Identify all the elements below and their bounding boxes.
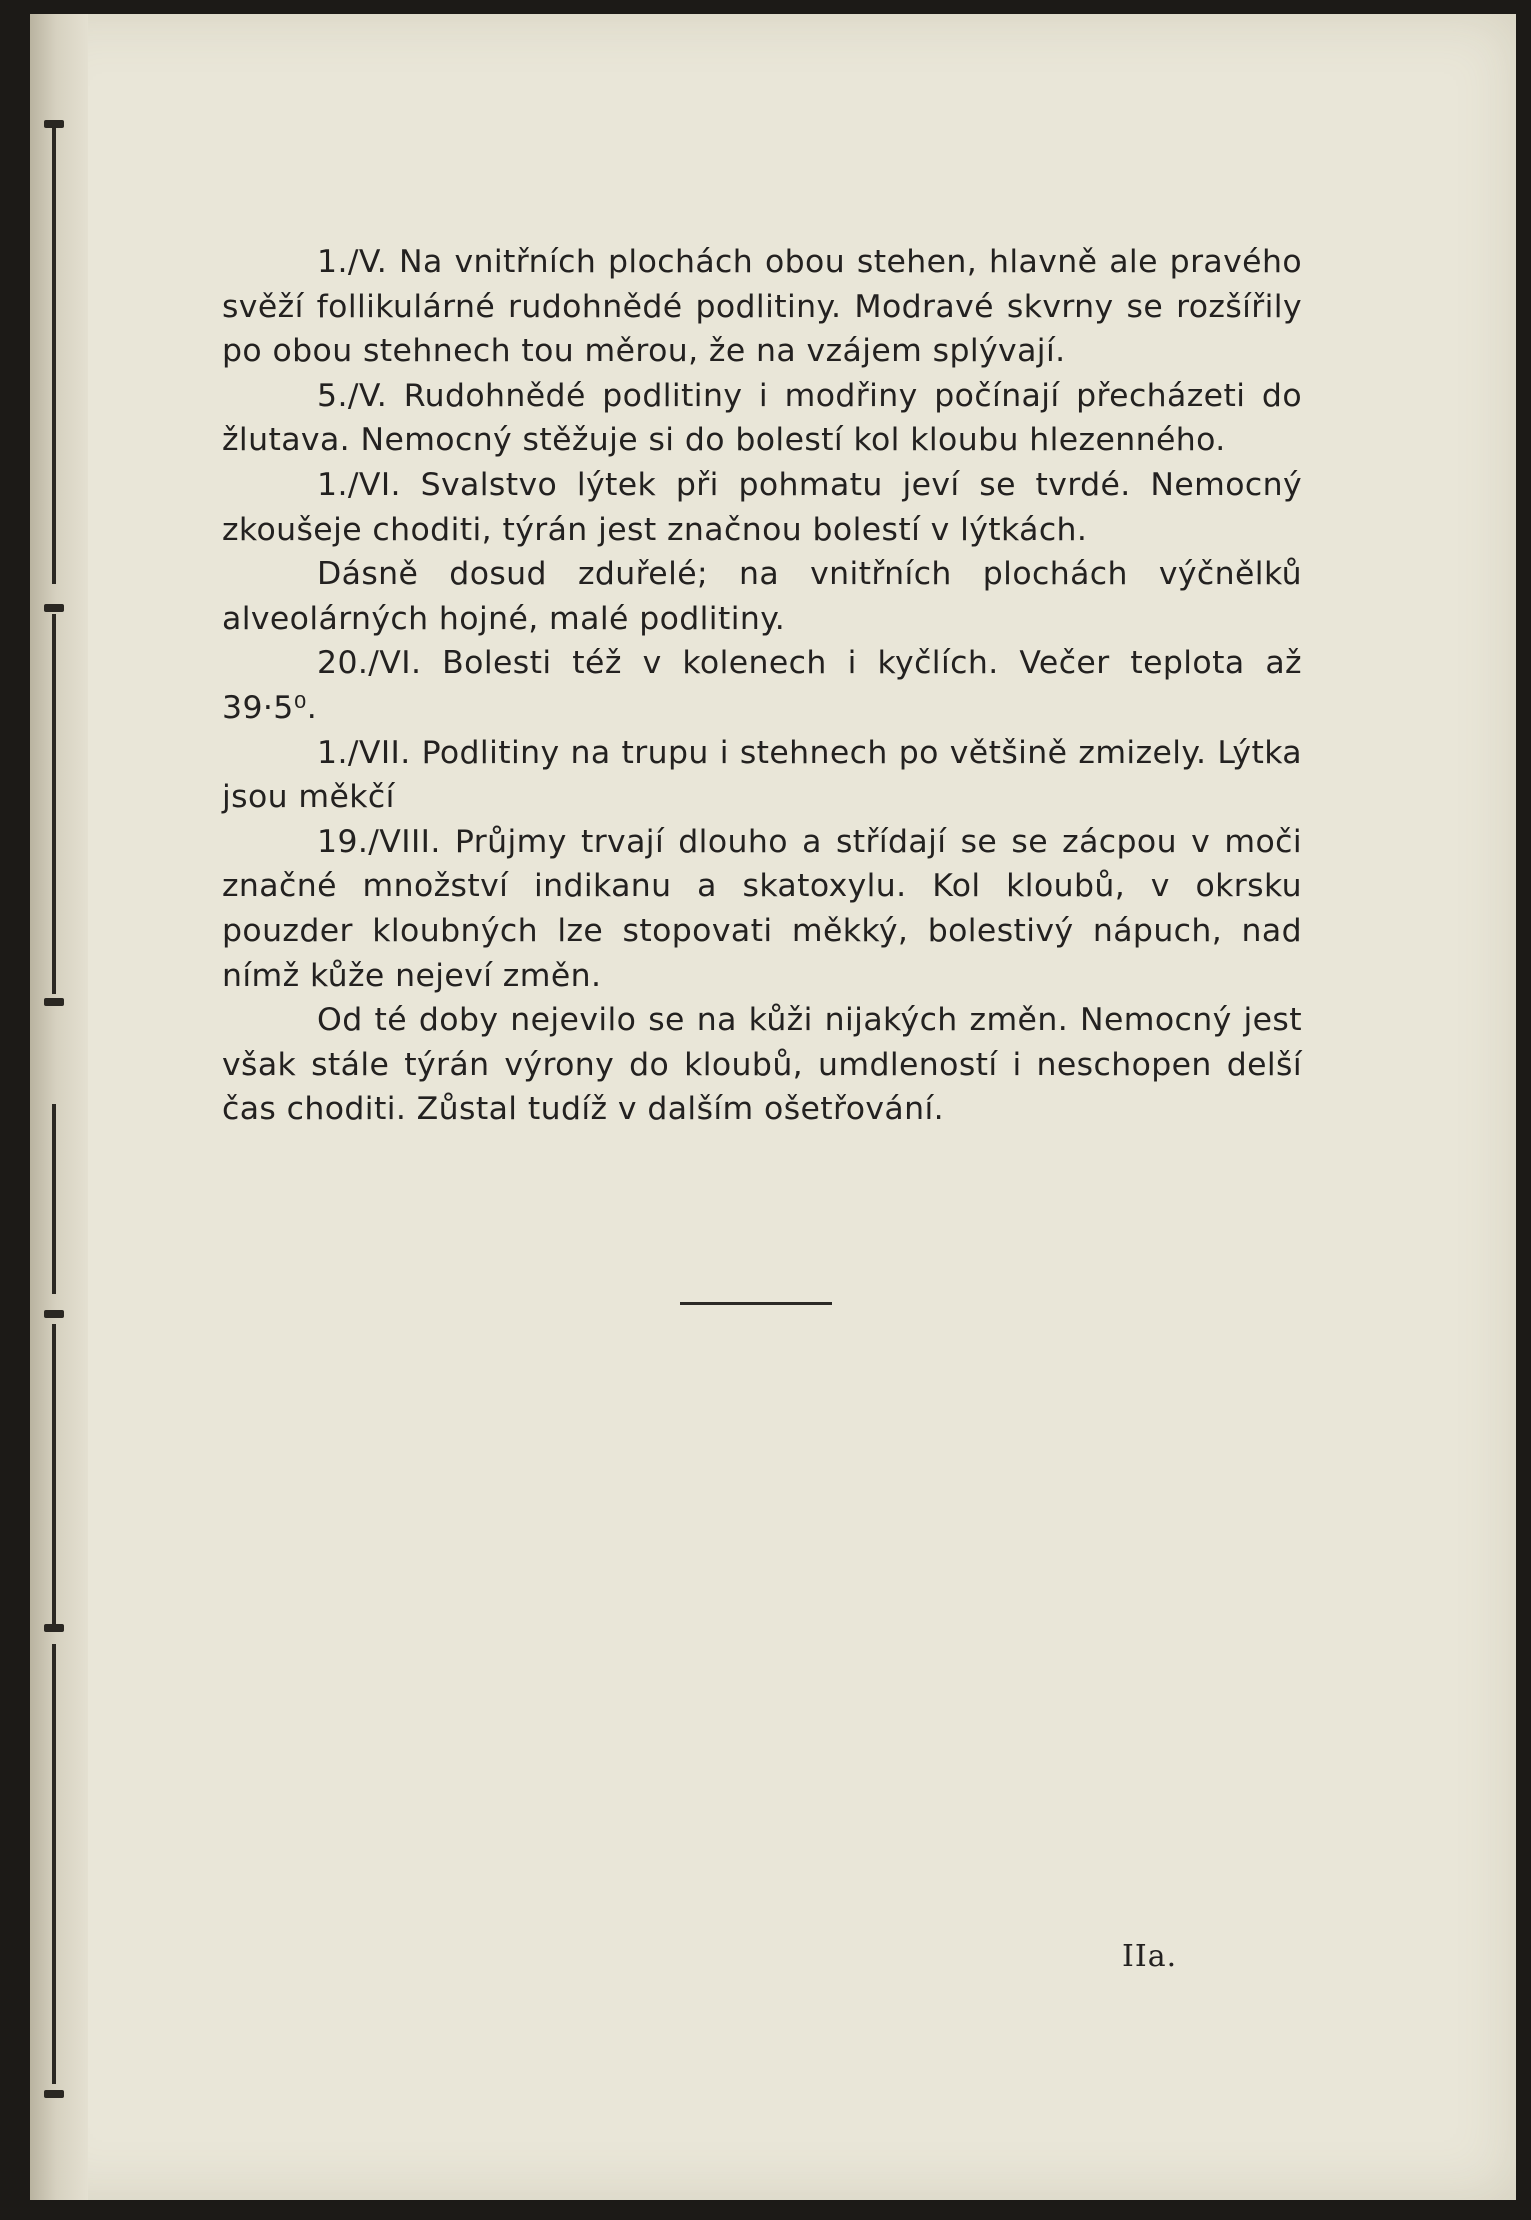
binding-thread: [52, 1104, 56, 1294]
binding-stitch: [44, 2090, 64, 2098]
paragraph-1-v: 1./V. Na vnitřních plochách obou stehen, hlavně ale pravého svěží follikulárné rudohnědé podlitiny. Modravé skvrny se rozšířily po obou stehnech tou měrou, že na vzájem splývají.: [222, 244, 1302, 370]
paragraph-gums: Dásně dosud zduřelé; na vnitřních plochách výčnělků alveolárných hojné, malé podlitiny.: [222, 556, 1302, 637]
page-binding-edge: [30, 14, 88, 2200]
paragraph-19-viii: 19./VIII. Průjmy trvají dlouho a střídají se se zácpou v moči značné množství indikanu a skatoxylu. Kol kloubů, v okrsku pouzder kloubných lze stopovati měkký, bolestivý nápuch, nad nímž kůže nejeví změn.: [222, 823, 1302, 994]
section-divider-rule: [680, 1302, 832, 1305]
document-page: [30, 14, 1516, 2200]
paragraph-1-vi: 1./VI. Svalstvo lýtek při pohmatu jeví se tvrdé. Nemocný zkoušeje choditi, týrán jest značnou bolestí v lýtkách.: [222, 466, 1302, 548]
paragraph-1-vii: 1./VII. Podlitiny na trupu i stehnech po většině zmizely. Lýtka jsou měkčí: [222, 734, 1302, 816]
binding-thread: [52, 1644, 56, 2084]
paragraph-5-v: 5./V. Rudohnědé podlitiny i modřiny počínají přecházeti do žlutava. Nemocný stěžuje si do bolestí kol kloubu hlezenného.: [222, 377, 1302, 459]
binding-thread: [52, 614, 56, 994]
binding-stitch: [44, 1624, 64, 1632]
body-text: [222, 240, 1302, 1132]
binding-thread: [52, 1324, 56, 1624]
binding-stitch: [44, 998, 64, 1006]
paragraph-20-vi: 20./VI. Bolesti též v kolenech i kyčlích. Večer teplota až 39·5⁰.: [222, 645, 1302, 726]
page-number: IIa.: [1122, 1939, 1178, 1974]
binding-stitch: [44, 604, 64, 612]
binding-thread: [52, 124, 56, 584]
paragraph-conclusion: Od té doby nejevilo se na kůži nijakých změn. Nemocný jest však stále týrán výrony do kloubů, umdleností i neschopen delší čas choditi. Zůstal tudíž v dalším ošetřování.: [222, 1002, 1302, 1128]
binding-stitch: [44, 120, 64, 128]
binding-stitch: [44, 1310, 64, 1318]
